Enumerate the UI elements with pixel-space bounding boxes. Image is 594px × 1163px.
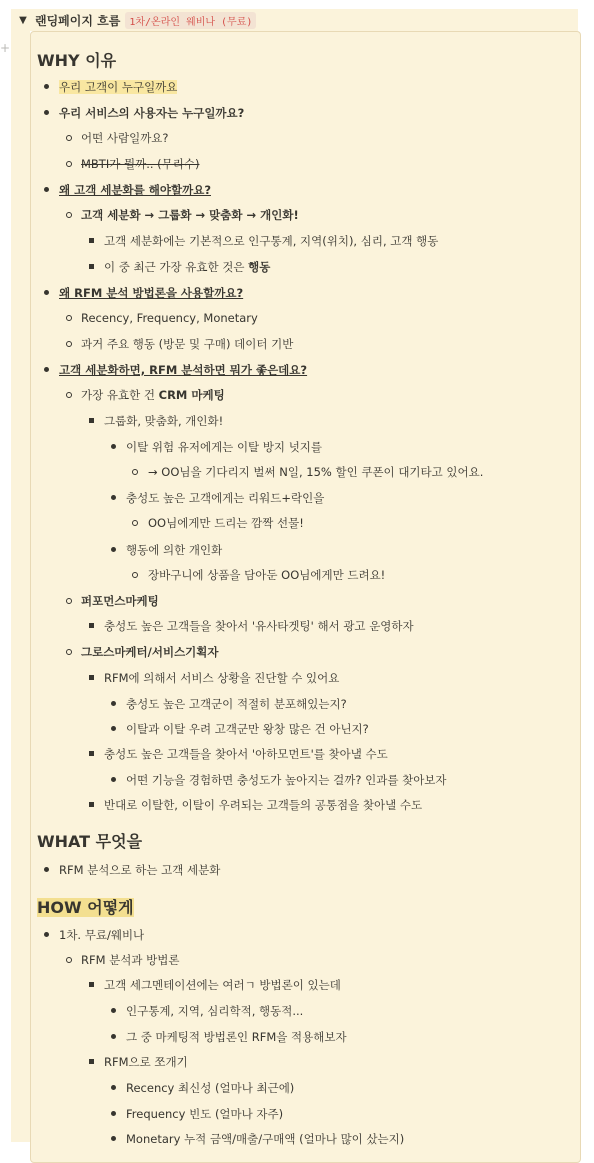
bullet-square [89, 238, 94, 243]
bullet-disc [111, 1136, 116, 1141]
list-item: Recency, Frequency, Monetary [81, 311, 258, 325]
bullet-circle [66, 649, 72, 655]
list-item: 우리 고객이 누구일까요 [59, 80, 178, 94]
bullet-disc [44, 867, 49, 872]
bullet-circle [66, 315, 72, 321]
list-item: 가장 유효한 건 CRM 마케팅 [81, 388, 225, 402]
bullet-disc [111, 701, 116, 706]
list-item: 그룹화, 맞춤화, 개인화! [104, 414, 224, 428]
list-item: 충성도 높은 고객군이 적절히 분포해있는지? [126, 697, 347, 711]
list-item: 어떤 기능을 경험하면 충성도가 높아지는 걸까? 인과를 찾아보자 [126, 773, 447, 787]
list-item: 그로스마케터/서비스기획자 [81, 645, 219, 659]
bullet-circle [132, 520, 138, 526]
list-item: 이 중 최근 가장 유효한 것은 행동 [104, 260, 271, 274]
bullet-circle [66, 341, 72, 347]
bullet-disc [111, 777, 116, 782]
plus-icon[interactable]: + [0, 41, 11, 55]
bullet-disc [111, 1008, 116, 1013]
bullet-circle [66, 392, 72, 398]
list-item: 퍼포먼스마케팅 [81, 594, 159, 608]
list-item: 이탈 위험 유저에게는 이탈 방지 넛지를 [126, 440, 323, 454]
bullet-square [89, 418, 94, 423]
toggle-triangle-icon[interactable]: ▼ [19, 14, 27, 26]
list-item: 고객 세분화에는 기본적으로 인구통계, 지역(위치), 심리, 고객 행동 [104, 234, 439, 248]
list-item: Recency 최신성 (얼마나 최근에) [126, 1081, 295, 1095]
bullet-square [89, 623, 94, 628]
list-item: 충성도 높은 고객들을 찾아서 '아하모먼트'를 찾아낼 수도 [104, 747, 388, 761]
bullet-disc [111, 547, 116, 552]
list-item: 장바구니에 상품을 담아둔 OO님에게만 드려요! [148, 568, 386, 582]
bullet-square [89, 675, 94, 680]
list-item: 행동에 의한 개인화 [126, 543, 223, 557]
list-item: OO님에게만 드리는 깜짝 선물! [148, 516, 304, 530]
bullet-disc [44, 367, 49, 372]
bullet-disc [111, 726, 116, 731]
list-item: 과거 주요 행동 (방문 및 구매) 데이터 기반 [81, 337, 294, 351]
list-item: 우리 서비스의 사용자는 누구일까요? [59, 106, 245, 120]
bullet-disc [111, 495, 116, 500]
list-item: 반대로 이탈한, 이탈이 우려되는 고객들의 공통점을 찾아낼 수도 [104, 798, 423, 812]
bullet-circle [66, 161, 72, 167]
bullet-disc [44, 84, 49, 89]
bullet-disc [111, 444, 116, 449]
why-heading: WHY 이유 [37, 51, 117, 70]
list-item: RFM으로 쪼개기 [104, 1055, 188, 1069]
list-item: Monetary 누적 금액/매출/구매액 (얼마나 많이 샀는지) [126, 1132, 405, 1146]
webinar-tag: 1차/온라인 웨비나 (무료) [125, 12, 256, 29]
bullet-disc [111, 1085, 116, 1090]
list-item: 왜 고객 세분화를 해야할까요? [59, 183, 211, 197]
bullet-circle [66, 212, 72, 218]
list-item: 충성도 높은 고객들을 찾아서 '유사타겟팅' 해서 광고 운영하자 [104, 619, 414, 633]
toggle-header[interactable] [11, 9, 578, 31]
bullet-circle [132, 469, 138, 475]
how-heading: HOW 어떻게 [37, 898, 134, 917]
toggle-title: 랜딩페이지 흐름 [35, 13, 121, 28]
list-item: RFM 분석으로 하는 고객 세분화 [59, 863, 221, 877]
bullet-disc [44, 187, 49, 192]
list-item: MBTI가 뭘까.. (무리수) [81, 157, 200, 171]
bullet-disc [111, 1034, 116, 1039]
list-item: 이탈과 이탈 우려 고객군만 왕창 많은 건 아닌지? [126, 722, 369, 736]
list-item: RFM에 의해서 서비스 상황을 진단할 수 있어요 [104, 671, 340, 685]
list-item: 고객 세분화하면, RFM 분석하면 뭐가 좋은데요? [59, 363, 308, 377]
bullet-disc [44, 290, 49, 295]
list-item: Frequency 빈도 (얼마나 자주) [126, 1107, 284, 1121]
bullet-circle [66, 957, 72, 963]
list-item: 어떤 사람일까요? [81, 131, 169, 145]
list-item: 고객 세그멘테이션에는 여러ㄱ 방법론이 있는데 [104, 978, 341, 992]
list-item: 1차. 무료/웨비나 [59, 928, 145, 942]
list-item: 인구통계, 지역, 심리학적, 행동적... [126, 1004, 304, 1018]
bullet-circle [132, 572, 138, 578]
list-item: 그 중 마케팅적 방법론인 RFM을 적용해보자 [126, 1030, 347, 1044]
list-item: → OO님을 기다리지 벌써 N일, 15% 할인 쿠폰이 대기타고 있어요. [148, 465, 484, 479]
bullet-square [89, 751, 94, 756]
bullet-circle [66, 598, 72, 604]
bullet-disc [44, 110, 49, 115]
what-heading: WHAT 무엇을 [37, 832, 143, 851]
list-item: RFM 분석과 방법론 [81, 953, 180, 967]
bullet-square [89, 264, 94, 269]
bullet-square [89, 802, 94, 807]
toggle-indent-bg [11, 31, 30, 1142]
list-item: 고객 세분화 → 그룹화 → 맞춤화 → 개인화! [81, 208, 299, 222]
list-item: 왜 RFM 분석 방법론을 사용할까요? [59, 286, 244, 300]
bullet-disc [111, 1111, 116, 1116]
bullet-disc [44, 932, 49, 937]
bullet-circle [66, 135, 72, 141]
bullet-square [89, 1059, 94, 1064]
bullet-square [89, 982, 94, 987]
list-item: 충성도 높은 고객에게는 리워드+락인을 [126, 491, 325, 505]
